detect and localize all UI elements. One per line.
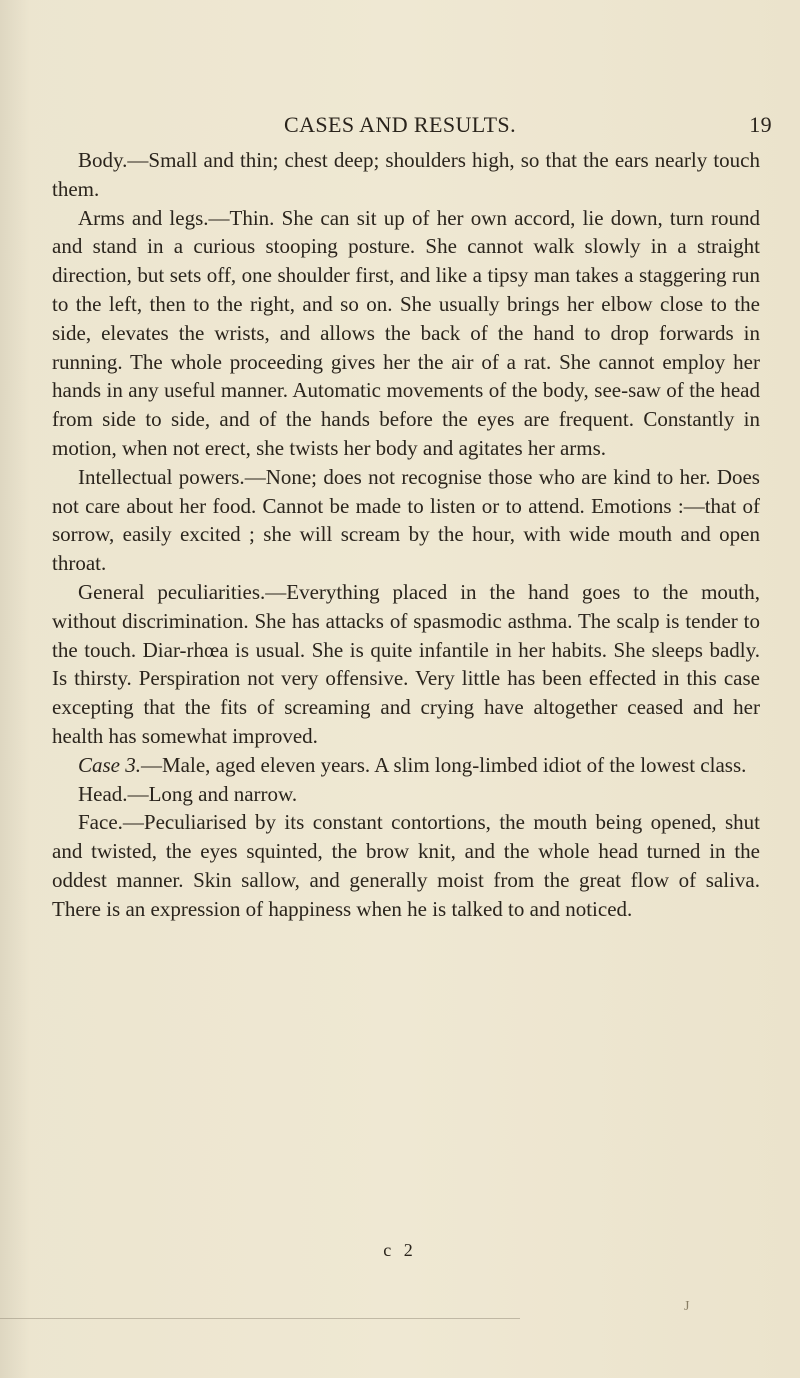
- paragraph-label: General peculiarities.: [78, 579, 266, 604]
- paragraph-case-3: [52, 751, 760, 780]
- running-header: [0, 112, 800, 142]
- paragraph-text: —None; does not recognise those who are kind to her. Does not care about her food. Cannot be made to listen or to attend. Emotions :—that of sorrow, easily excited ; she will scream by the hour, with wide mouth and open throat.: [52, 464, 760, 576]
- paragraph-text: —Peculiarised by its constant contortions, the mouth being opened, shut and twisted, the eyes squinted, the brow knit, and the whole head turned in the oddest manner. Skin sallow, and generally moist from the great flow of saliva. There is an expression of happiness when he is talked to and noticed.: [52, 810, 760, 921]
- paragraph-text: —Long and narrow.: [127, 781, 298, 806]
- paragraph-body: [52, 146, 760, 204]
- paragraph-general-peculiarities: [52, 578, 760, 751]
- paragraph-label: Intellectual powers.: [78, 464, 245, 489]
- signature-mark: c 2: [383, 1240, 417, 1260]
- edge-mark: J: [684, 1299, 690, 1314]
- case-label: Case 3.: [78, 752, 141, 777]
- paragraph-head: [52, 780, 760, 809]
- paragraph-text: —Everything placed in the hand goes to the mouth, without discrimination. She has attacks of spasmodic asthma. The scalp is tender to the touch. Diar-rhœa is usual. She is quite infantile in her habits. She sleeps badly. Is thirsty. Perspiration not very offensive. Very little has been effected in this case excepting that the fits of screaming and crying have altogether ceased and her health has somewhat improved.: [52, 579, 761, 748]
- paragraph-intellectual-powers: [52, 463, 760, 578]
- page-edge-line: [0, 1318, 520, 1319]
- paragraph-text: —Small and thin; chest deep; shoulders high, so that the ears nearly touch them.: [52, 148, 760, 201]
- body-text: [52, 146, 760, 924]
- paragraph-text: —Male, aged eleven years. A slim long-limbed idiot of the lowest class.: [141, 752, 747, 777]
- paragraph-arms-legs: [52, 204, 760, 463]
- binding-shadow: [0, 0, 30, 1378]
- paragraph-label: Arms and legs.: [78, 205, 209, 230]
- paragraph-face: [52, 808, 760, 923]
- paragraph-text: —Thin. She can sit up of her own accord, lie down, turn round and stand in a curious stooping posture. She cannot walk slowly in a straight direction, but sets off, one shoulder first, and like a tipsy man takes a staggering run to the left, then to the right, and so on. She usually brings her elbow close to the side, elevates the wrists, and allows the back of the hand to drop forwards in running. The whole proceeding gives her the air of a rat. She cannot employ her hands in any useful manner. Automatic movements of the body, see-saw of the head from side to side, and of the hands before the eyes are frequent. Constantly in motion, when not erect, she twists her body and agitates her arms.: [52, 205, 760, 460]
- paragraph-label: Face.: [78, 810, 123, 835]
- running-title: CASES AND RESULTS.: [284, 112, 516, 137]
- page-number: 19: [749, 112, 772, 137]
- paragraph-label: Head.: [78, 781, 128, 806]
- paragraph-label: Body.: [78, 148, 128, 172]
